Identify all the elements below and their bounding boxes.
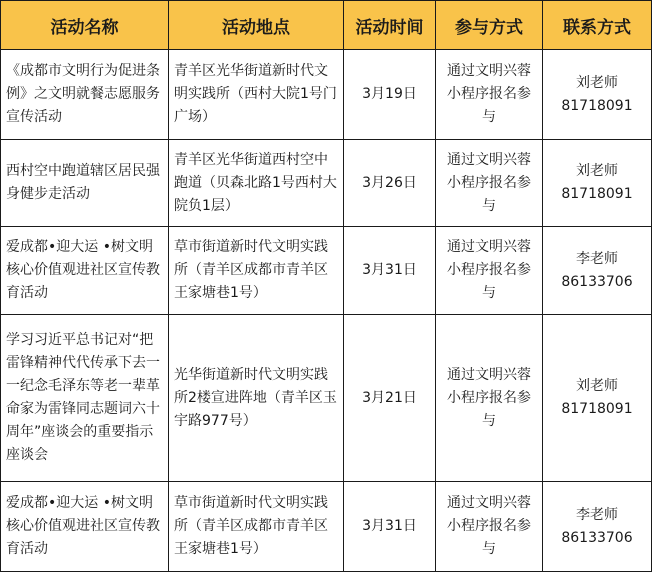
participation-method-cell: 通过文明兴蓉小程序报名参与 <box>436 482 543 572</box>
header-activity-name: 活动名称 <box>1 1 169 50</box>
contact-name: 李老师 <box>576 250 618 267</box>
contact-phone: 81718091 <box>561 401 633 417</box>
contact-name: 刘老师 <box>576 378 618 394</box>
table-row <box>1 50 652 140</box>
table-row <box>1 227 652 315</box>
header-activity-time: 活动时间 <box>344 1 436 50</box>
contact-cell <box>543 227 652 315</box>
table-row <box>1 315 652 482</box>
activity-time-cell: 3月26日 <box>344 140 436 227</box>
participation-method-cell: 通过文明兴蓉小程序报名参与 <box>436 50 543 140</box>
contact-phone: 86133706 <box>561 529 633 546</box>
contact-cell <box>543 140 652 227</box>
contact-name: 刘老师 <box>576 74 618 91</box>
contact-name: 刘老师 <box>576 163 618 179</box>
activity-time-cell: 3月21日 <box>344 315 436 482</box>
contact-phone: 81718091 <box>561 186 633 202</box>
contact-cell <box>543 50 652 140</box>
participation-method-cell: 通过文明兴蓉小程序报名参与 <box>436 227 543 315</box>
activity-place-cell: 草市街道新时代文明实践所（青羊区成都市青羊区王家塘巷1号） <box>169 482 344 572</box>
contact-phone: 86133706 <box>561 273 633 290</box>
header-contact: 联系方式 <box>543 1 652 50</box>
activity-time-cell: 3月19日 <box>344 50 436 140</box>
activity-name-cell: 爱成都•迎大运 •树文明核心价值观进社区宣传教育活动 <box>1 227 169 315</box>
activity-name-cell: 西村空中跑道辖区居民强身健步走活动 <box>1 140 169 227</box>
activity-place-cell: 草市街道新时代文明实践所（青羊区成都市青羊区王家塘巷1号） <box>169 227 344 315</box>
contact-cell <box>543 482 652 572</box>
activity-place-cell: 光华街道新时代文明实践所2楼宣进阵地（青羊区玉宇路977号） <box>169 315 344 482</box>
contact-cell <box>543 315 652 482</box>
participation-method-cell: 通过文明兴蓉小程序报名参与 <box>436 140 543 227</box>
activity-place-cell: 青羊区光华街道西村空中跑道（贝森北路1号西村大院负1层） <box>169 140 344 227</box>
activity-name-cell: 《成都市文明行为促进条例》之文明就餐志愿服务宣传活动 <box>1 50 169 140</box>
participation-method-cell: 通过文明兴蓉小程序报名参与 <box>436 315 543 482</box>
activity-place-cell: 青羊区光华街道新时代文明实践所（西村大院1号门广场） <box>169 50 344 140</box>
activity-time-cell: 3月31日 <box>344 227 436 315</box>
table-row <box>1 140 652 227</box>
activity-time-cell: 3月31日 <box>344 482 436 572</box>
table-header-row <box>1 1 652 50</box>
contact-name: 李老师 <box>576 506 618 523</box>
header-participation-method: 参与方式 <box>436 1 543 50</box>
activity-name-cell: 爱成都•迎大运 •树文明核心价值观进社区宣传教育活动 <box>1 482 169 572</box>
contact-phone: 81718091 <box>561 97 633 114</box>
activity-name-cell: 学习习近平总书记对“把雷锋精神代代传承下去一一纪念毛泽东等老一辈革命家为雷锋同志题词六十周年”座谈会的重要指示座谈会 <box>1 315 169 482</box>
table-row <box>1 482 652 572</box>
header-activity-place: 活动地点 <box>169 1 344 50</box>
